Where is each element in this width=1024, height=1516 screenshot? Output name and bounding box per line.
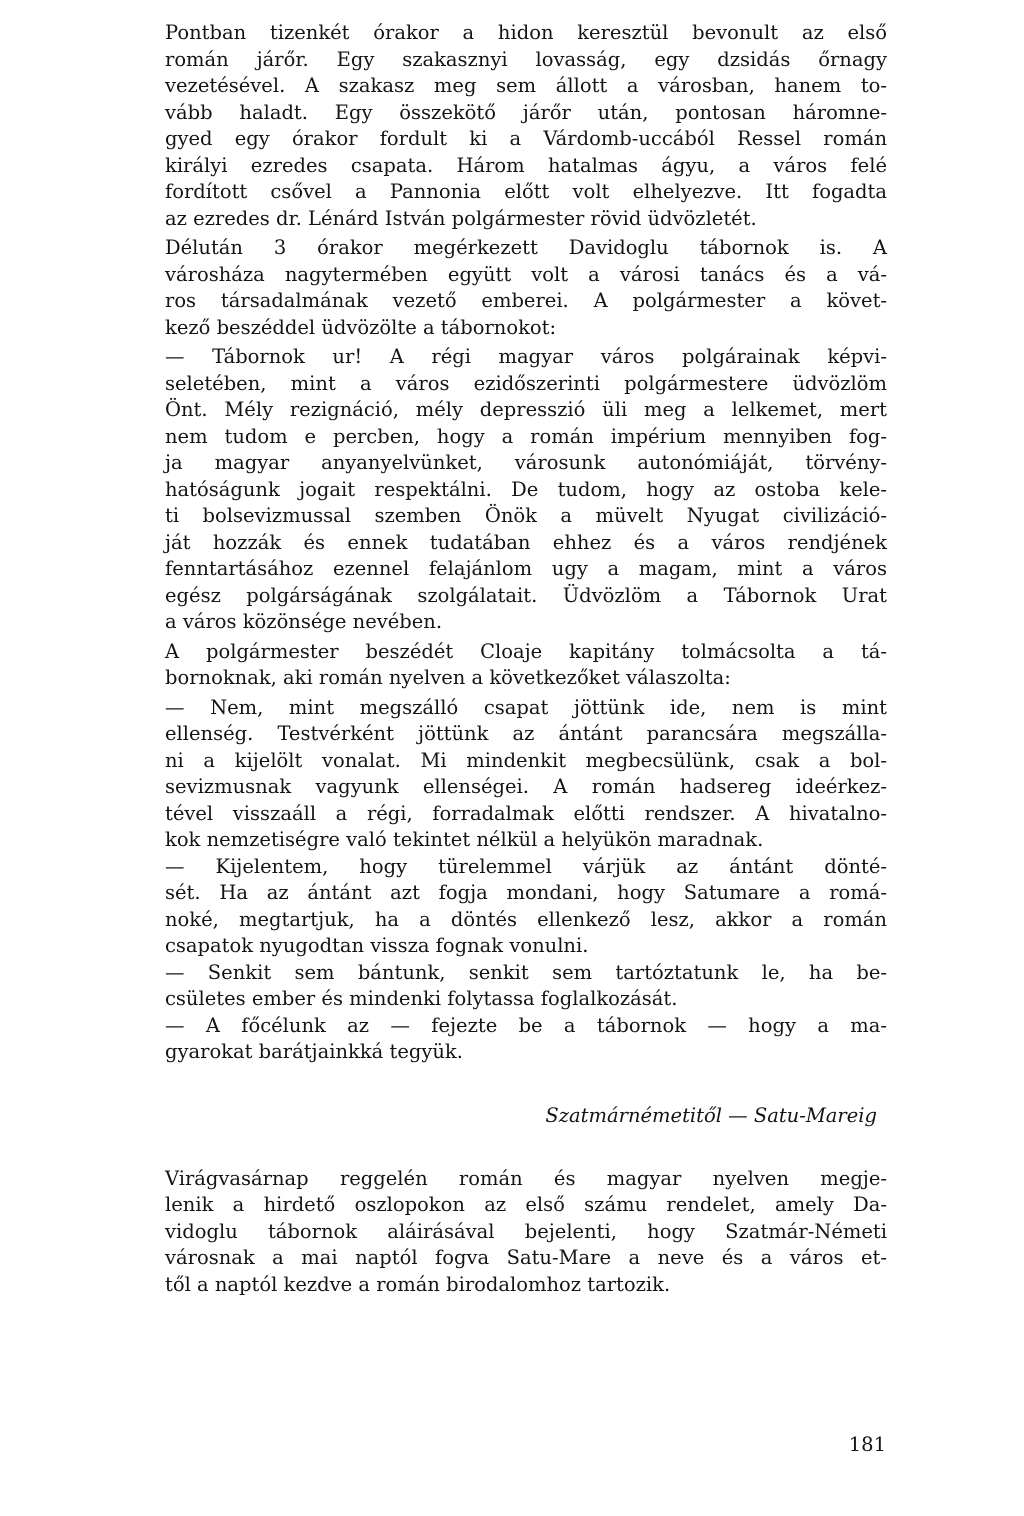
text-line: ti bolsevizmussal szemben Önök a müvelt Nyugat civilizáció- (165, 504, 887, 527)
paragraph-arrival (165, 20, 887, 232)
text-line: vidoglu tábornok aláirásával bejelenti, hogy Szatmár-Németi (165, 1219, 887, 1243)
text-line: től a naptól kezdve a román birodalomhoz tartozik. (165, 1272, 671, 1296)
text-line: — Tábornok ur! A régi magyar város polgárainak képvi- (165, 345, 887, 368)
text-line: lenik a hirdető oszlopokon az első számu rendelet, amely Da- (165, 1193, 887, 1216)
paragraph-no-arrests (165, 960, 887, 1013)
text-line: román járőr. Egy szakasznyi lovasság, egy dzsidás őrnagy (165, 47, 887, 71)
paragraph-mayor-speech (165, 344, 887, 636)
text-line: Délután 3 órakor megérkezett Davidoglu tábornok is. A (165, 236, 887, 259)
text-line: csületes ember és mindenki folytassa foglalkozását. (165, 987, 678, 1010)
text-line: — Kijelentem, hogy türelemmel várjük az ántánt dönté- (165, 854, 887, 878)
text-line: sevizmusnak vagyunk ellenségei. A román hadsereg ideérkez- (165, 775, 887, 798)
text-line: — Senkit sem bántunk, senkit sem tartóztatunk le, ha be- (165, 960, 887, 984)
paragraph-general-arrival (165, 235, 887, 341)
text-line: kező beszéddel üdvözölte a tábornokot: (165, 315, 557, 339)
text-line: sét. Ha az ántánt azt fogja mondani, hogy Satumare a romá- (165, 881, 887, 904)
text-line: Pontban tizenkét órakor a hidon keresztül bevonult az első (165, 21, 887, 44)
paragraph-entente-decision (165, 854, 887, 960)
text-line: bornoknak, aki román nyelven a következőket válaszolta: (165, 666, 731, 689)
paragraph-translation (165, 639, 887, 692)
text-line: Virágvasárnap reggelén román és magyar nyelven megje- (165, 1166, 887, 1190)
text-line: Önt. Mély rezignáció, mély depresszió üli meg a lelkemet, mert (165, 398, 887, 421)
text-line: egész polgárságának szolgálatait. Üdvözlöm a Tábornok Urat (165, 583, 887, 607)
text-line: A polgármester beszédét Cloaje kapitány tolmácsolta a tá- (165, 639, 887, 663)
paragraph-palm-sunday (165, 1166, 887, 1299)
text-line: ni a kijelölt vonalat. Mi mindenkit megbecsülünk, csak a bol- (165, 748, 887, 772)
text-line: ros társadalmának vezető emberei. A polgármester a követ- (165, 289, 887, 312)
section-heading: Szatmárnémetitől — Satu-Mareig (545, 1103, 877, 1127)
text-line: tével visszaáll a régi, forradalmak előtti rendszer. A hivatalno- (165, 801, 887, 825)
text-line: városháza nagytermében együtt volt a városi tanács és a vá- (165, 262, 887, 286)
text-line: nem tudom e percben, hogy a román impérium mennyiben fog- (165, 424, 887, 448)
text-line: gyarokat barátjainkká tegyük. (165, 1040, 463, 1063)
text-line: vább haladt. Egy összekötő járőr után, pontosan háromne- (165, 100, 887, 124)
text-line: — Nem, mint megszálló csapat jöttünk ide, nem is mint (165, 695, 887, 719)
text-line: városnak a mai naptól fogva Satu-Mare a neve és a város et- (165, 1246, 887, 1269)
text-line: ja magyar anyanyelvünket, városunk autonómiáját, törvény- (165, 451, 887, 474)
text-line: hatóságunk jogait respektálni. De tudom, hogy az ostoba kele- (165, 477, 887, 501)
text-line: királyi ezredes csapata. Három hatalmas ágyu, a város felé (165, 153, 887, 177)
text-line: kok nemzetiségre való tekintet nélkül a helyükön maradnak. (165, 828, 764, 851)
paragraph-general-reply (165, 695, 887, 854)
page-number: 181 (848, 1433, 886, 1456)
text-line: vezetésével. A szakasz meg sem állott a városban, hanem to- (165, 74, 887, 97)
text-line: az ezredes dr. Lénárd István polgármester rövid üdvözletét. (165, 206, 757, 230)
text-line: ját hozzák és ennek tudatában ehhez és a város rendjének (165, 530, 887, 554)
body-text (165, 20, 887, 1298)
paragraph-main-goal (165, 1013, 887, 1066)
text-line: csapatok nyugodtan vissza fognak vonulni. (165, 934, 589, 957)
text-line: a város közönsége nevében. (165, 610, 443, 633)
text-line: fenntartásához ezennel felajánlom ugy a magam, mint a város (165, 557, 887, 580)
text-line: noké, megtartjuk, ha a döntés ellenkező lesz, akkor a román (165, 907, 887, 931)
text-line: seletében, mint a város ezidőszerinti polgármestere üdvözlöm (165, 371, 887, 395)
text-line: gyed egy órakor fordult ki a Várdomb-uccából Ressel román (165, 127, 887, 150)
text-line: — A főcélunk az — fejezte be a tábornok — hogy a ma- (165, 1013, 887, 1037)
text-line: ellenség. Testvérként jöttünk az ántánt parancsára megszálla- (165, 722, 887, 745)
text-line: fordított csővel a Pannonia előtt volt elhelyezve. Itt fogadta (165, 180, 887, 203)
